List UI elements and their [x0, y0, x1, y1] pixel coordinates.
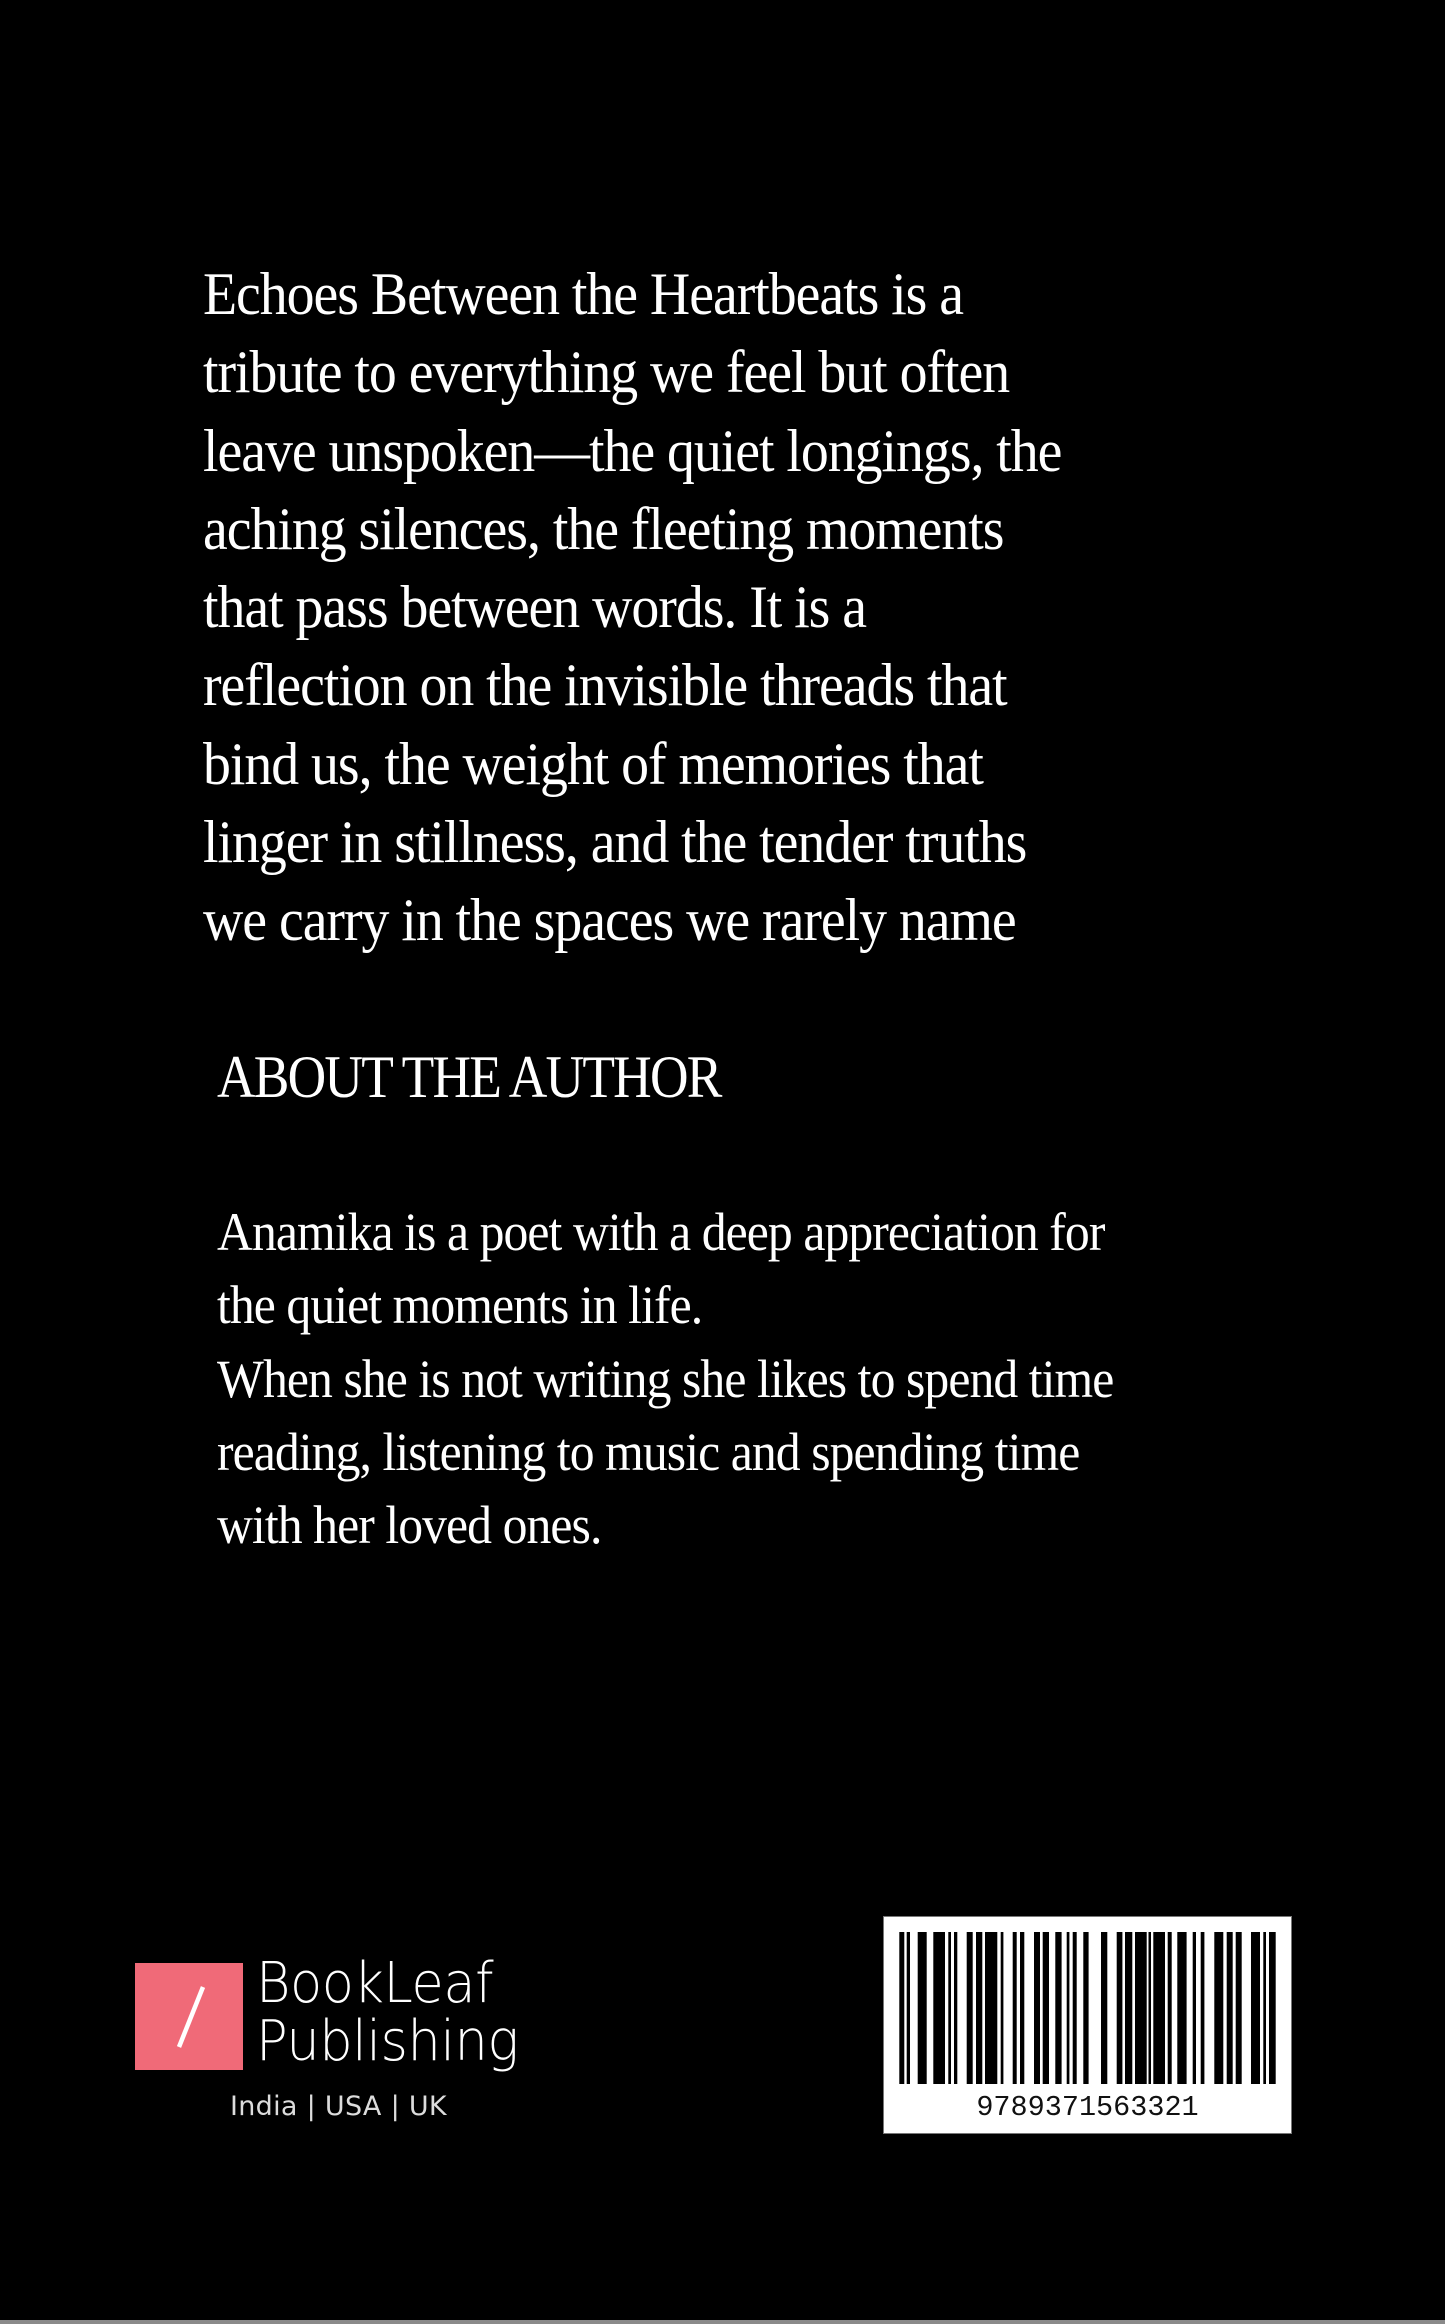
- publisher-regions: India | USA | UK: [230, 2091, 447, 2122]
- bio-line: When she is not writing she likes to spend time: [217, 1348, 1114, 1409]
- publisher-name-line2: Publishing: [256, 2009, 519, 2074]
- blurb-line: that pass between words. It is a: [203, 574, 867, 641]
- blurb-line: tribute to everything we feel but often: [203, 339, 1010, 406]
- bio-line: reading, listening to music and spending time: [217, 1421, 1080, 1482]
- isbn-barcode: [884, 1917, 1291, 2133]
- blurb-line: reflection on the invisible threads that: [203, 652, 1007, 719]
- bottom-edge-divider: [0, 2320, 1445, 2324]
- slash-icon: [135, 1963, 243, 2070]
- about-author-heading: ABOUT THE AUTHOR: [217, 1044, 721, 1110]
- bio-line: the quiet moments in life.: [217, 1275, 703, 1336]
- isbn-number: 9789371563321: [976, 2091, 1199, 2124]
- author-bio: [217, 1196, 1367, 1562]
- blurb-line: bind us, the weight of memories that: [203, 730, 983, 797]
- logo-square: [135, 1963, 243, 2070]
- publisher-name-line1: BookLeaf: [256, 1951, 494, 2016]
- blurb-line: Echoes Between the Heartbeats is a: [203, 261, 964, 327]
- publisher-logo: [135, 1951, 555, 2143]
- blurb-line: we carry in the spaces we rarely name: [203, 887, 1016, 954]
- blurb-line: leave unspoken—the quiet longings, the: [203, 417, 1062, 484]
- publisher-name: [256, 1951, 535, 2074]
- bio-line: with her loved ones.: [217, 1495, 602, 1556]
- blurb-line: linger in stillness, and the tender truths: [203, 809, 1027, 876]
- blurb-line: aching silences, the fleeting moments: [203, 495, 1004, 562]
- book-blurb: [203, 255, 1303, 960]
- bio-line: Anamika is a poet with a deep appreciation for: [217, 1202, 1105, 1262]
